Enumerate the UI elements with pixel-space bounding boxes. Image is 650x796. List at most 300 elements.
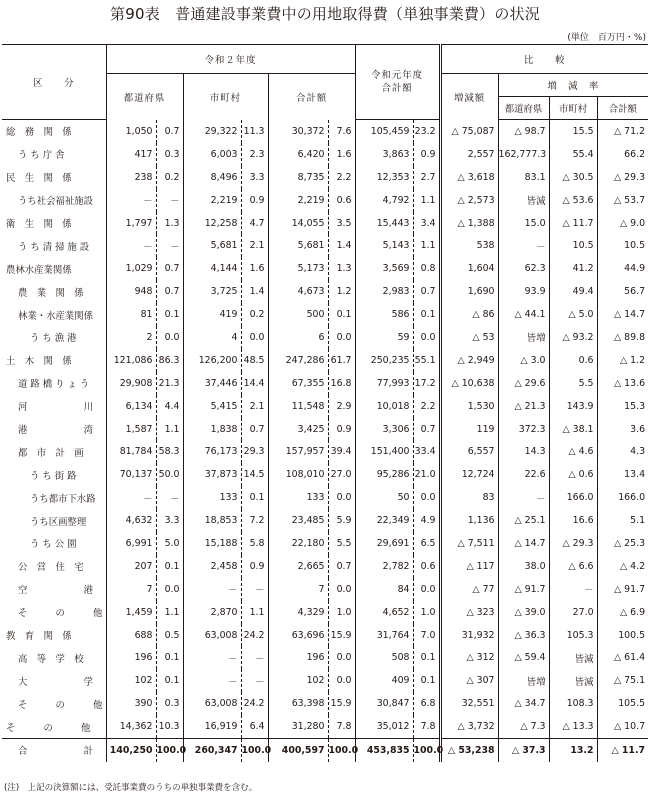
table-row (2, 303, 648, 326)
cell-rp: 33.4 (413, 440, 440, 463)
cell-rpf: 15.0 (498, 212, 549, 235)
header-municipal: 市町村 (183, 74, 268, 120)
unit-label: (単位 百万円・%) (567, 33, 646, 43)
table-title: 第90表 普通建設事業費中の用地取得費（単独事業費）の状況 (110, 5, 540, 23)
header-prefecture: 都道府県 (106, 74, 183, 120)
cell-t: 63,398 (268, 692, 328, 715)
header-total: 合計額 (268, 74, 355, 120)
cell-pp: － (156, 234, 183, 257)
cell-p: 390 (106, 692, 156, 715)
cell-tp: 1.6 (328, 143, 355, 166)
cell-p: 1,587 (106, 418, 156, 441)
header-rate: 増 減 率 (498, 74, 648, 97)
cell-rmu: 166.0 (549, 486, 597, 509)
cell-tp: 100.0 (328, 739, 355, 762)
cell-tp: 0.0 (328, 578, 355, 601)
cell-rpf: 83.1 (498, 166, 549, 189)
cell-p: 14,362 (106, 715, 156, 738)
cell-d: △ 1,388 (440, 212, 498, 235)
cell-rpf: △ 14.7 (498, 532, 549, 555)
table-row (2, 326, 648, 349)
cell-m: 1,838 (183, 418, 241, 441)
cell-t: 7 (268, 578, 328, 601)
table-row (2, 143, 648, 166)
cell-pp: 4.4 (156, 395, 183, 418)
cell-rp: 4.9 (413, 509, 440, 532)
cell-d: 32,551 (440, 692, 498, 715)
cell-tp: 7.8 (328, 715, 355, 738)
cell-m: 37,873 (183, 463, 241, 486)
cell-pp: － (156, 189, 183, 212)
cell-rmu: 13.2 (549, 739, 597, 762)
cell-d: 12,724 (440, 463, 498, 486)
cell-mp: － (241, 669, 268, 692)
cell-r: 250,235 (355, 349, 413, 372)
row-label: うち都市下水路 (30, 493, 96, 505)
row-label: 土 木 関 係 (6, 356, 72, 368)
cell-rto: △ 4.2 (597, 555, 648, 578)
cell-p: 196 (106, 646, 156, 669)
cell-mp: 0.7 (241, 418, 268, 441)
cell-m: 2,870 (183, 601, 241, 624)
cell-rpf: △ 25.1 (498, 509, 549, 532)
table-row (2, 372, 648, 395)
row-label: 都 市 計 画 (18, 447, 84, 459)
cell-rp: 0.8 (413, 257, 440, 280)
cell-r: 5,143 (355, 234, 413, 257)
cell-rmu: △ 29.3 (549, 532, 597, 555)
cell-rto: △ 91.7 (597, 578, 648, 601)
cell-rmu: △ 13.3 (549, 715, 597, 738)
row-label: う ち 街 路 (30, 470, 77, 482)
cell-d: 6,557 (440, 440, 498, 463)
cell-m: 37,446 (183, 372, 241, 395)
cell-tp: 15.9 (328, 624, 355, 647)
cell-rmu: △ 30.5 (549, 166, 597, 189)
cell-rmu: 5.5 (549, 372, 597, 395)
cell-d: 1,690 (440, 280, 498, 303)
row-label: 衛 生 関 係 (6, 219, 72, 230)
cell-tp: 27.0 (328, 463, 355, 486)
cell-rto: △ 25.3 (597, 532, 648, 555)
cell-t: 102 (268, 669, 328, 692)
cell-pp: 5.0 (156, 532, 183, 555)
cell-pp: 0.7 (156, 257, 183, 280)
cell-tp: 2.2 (328, 166, 355, 189)
cell-r: 31,764 (355, 624, 413, 647)
cell-d: 538 (440, 234, 498, 257)
header-prev-year: 令和元年度 合計額 (355, 45, 440, 120)
row-label: そ の 他 (18, 608, 103, 620)
cell-t: 400,597 (268, 739, 328, 762)
cell-rpf: △ 36.3 (498, 624, 549, 647)
cell-m: － (183, 646, 241, 669)
cell-rmu: 49.4 (549, 280, 597, 303)
land-acquisition-table (2, 44, 648, 762)
cell-r: 4,792 (355, 189, 413, 212)
header-category: 区 分 (2, 45, 106, 120)
cell-d: △ 75,087 (440, 120, 498, 143)
cell-mp: 2.1 (241, 395, 268, 418)
cell-mp: 0.1 (241, 486, 268, 509)
cell-rpf: 22.6 (498, 463, 549, 486)
table-row (2, 166, 648, 189)
cell-rto: △ 14.7 (597, 303, 648, 326)
cell-p: 29,908 (106, 372, 156, 395)
cell-mp: 5.8 (241, 532, 268, 555)
cell-rpf: △ 21.3 (498, 395, 549, 418)
table-row (2, 189, 648, 212)
cell-r: 508 (355, 646, 413, 669)
cell-tp: 61.7 (328, 349, 355, 372)
cell-m: 6,003 (183, 143, 241, 166)
cell-rp: 0.7 (413, 418, 440, 441)
cell-tp: 0.0 (328, 486, 355, 509)
cell-rpf: △ 59.4 (498, 646, 549, 669)
header-rate-prefecture: 都道府県 (498, 97, 549, 120)
cell-r: 2,983 (355, 280, 413, 303)
table-row (2, 440, 648, 463)
cell-m: 12,258 (183, 212, 241, 235)
table-row (2, 234, 648, 257)
cell-rmu: △ 38.1 (549, 418, 597, 441)
row-label: 林業・水産業関係 (18, 310, 94, 322)
table-row (2, 601, 648, 624)
cell-r: 3,569 (355, 257, 413, 280)
cell-d: △ 86 (440, 303, 498, 326)
cell-rmu: 41.2 (549, 257, 597, 280)
cell-r: 29,691 (355, 532, 413, 555)
cell-rmu: 108.3 (549, 692, 597, 715)
cell-t: 196 (268, 646, 328, 669)
cell-mp: 0.9 (241, 555, 268, 578)
cell-mp: 2.3 (241, 143, 268, 166)
cell-tp: 15.9 (328, 692, 355, 715)
cell-rp: 0.0 (413, 486, 440, 509)
cell-tp: 16.8 (328, 372, 355, 395)
cell-rp: 23.2 (413, 120, 440, 143)
cell-rp: 1.1 (413, 189, 440, 212)
header-rate-municipal: 市町村 (549, 97, 597, 120)
cell-d: 31,932 (440, 624, 498, 647)
cell-rp: 3.4 (413, 212, 440, 235)
cell-p: 4,632 (106, 509, 156, 532)
cell-pp: 1.1 (156, 418, 183, 441)
cell-d: 83 (440, 486, 498, 509)
cell-r: 3,863 (355, 143, 413, 166)
cell-rp: 100.0 (413, 739, 440, 762)
cell-r: 105,459 (355, 120, 413, 143)
cell-p: 238 (106, 166, 156, 189)
cell-rp: 7.8 (413, 715, 440, 738)
cell-p: 6,991 (106, 532, 156, 555)
cell-mp: 7.2 (241, 509, 268, 532)
cell-mp: 3.3 (241, 166, 268, 189)
cell-rto: △ 75.1 (597, 669, 648, 692)
cell-rto: 166.0 (597, 486, 648, 509)
cell-pp: 0.0 (156, 326, 183, 349)
cell-rpf: 皆増 (498, 669, 549, 692)
cell-pp: 0.3 (156, 143, 183, 166)
cell-rpf: △ 7.3 (498, 715, 549, 738)
cell-m: － (183, 669, 241, 692)
cell-r: 15,443 (355, 212, 413, 235)
cell-m: 2,219 (183, 189, 241, 212)
cell-rp: 0.7 (413, 280, 440, 303)
row-label: う ち 清 掃 施 設 (18, 241, 90, 253)
cell-rp: 0.0 (413, 578, 440, 601)
cell-mp: 1.4 (241, 280, 268, 303)
table-row (2, 555, 648, 578)
row-label: 港 湾 (18, 425, 94, 437)
cell-pp: 0.1 (156, 303, 183, 326)
table-row (2, 257, 648, 280)
row-label: うち区画整理 (30, 516, 87, 528)
cell-r: 2,782 (355, 555, 413, 578)
cell-p: 688 (106, 624, 156, 647)
cell-tp: 5.5 (328, 532, 355, 555)
cell-t: 6 (268, 326, 328, 349)
cell-r: 10,018 (355, 395, 413, 418)
cell-rp: 2.2 (413, 395, 440, 418)
cell-rto: 56.7 (597, 280, 648, 303)
cell-t: 23,485 (268, 509, 328, 532)
header-year: 令和２年度 (106, 45, 355, 74)
cell-pp: 0.2 (156, 166, 183, 189)
cell-d: △ 323 (440, 601, 498, 624)
cell-rmu: 105.3 (549, 624, 597, 647)
cell-t: 6,420 (268, 143, 328, 166)
cell-pp: 1.3 (156, 212, 183, 235)
cell-pp: 58.3 (156, 440, 183, 463)
cell-m: 260,347 (183, 739, 241, 762)
cell-rmu: 16.6 (549, 509, 597, 532)
cell-rto: 105.5 (597, 692, 648, 715)
cell-m: 126,200 (183, 349, 241, 372)
cell-rmu: 143.9 (549, 395, 597, 418)
cell-rpf: △ 98.7 (498, 120, 549, 143)
table-row (2, 578, 648, 601)
cell-rpf: △ 29.6 (498, 372, 549, 395)
cell-rpf: 62.3 (498, 257, 549, 280)
cell-p: 81,784 (106, 440, 156, 463)
cell-p: 70,137 (106, 463, 156, 486)
row-label: 農林水産業関係 (6, 264, 72, 276)
cell-rto: △ 61.4 (597, 646, 648, 669)
cell-rpf: 38.0 (498, 555, 549, 578)
cell-rmu: △ 4.6 (549, 440, 597, 463)
cell-p: 7 (106, 578, 156, 601)
cell-m: 3,725 (183, 280, 241, 303)
cell-tp: 1.0 (328, 601, 355, 624)
cell-d: △ 10,638 (440, 372, 498, 395)
cell-mp: 0.2 (241, 303, 268, 326)
cell-rmu: △ 93.2 (549, 326, 597, 349)
row-label: 教 育 関 係 (6, 631, 72, 643)
table-row (2, 739, 648, 762)
cell-p: － (106, 234, 156, 257)
cell-rto: 66.2 (597, 143, 648, 166)
cell-r: 84 (355, 578, 413, 601)
cell-rp: 0.6 (413, 555, 440, 578)
cell-rto: 3.6 (597, 418, 648, 441)
row-label: うち社会福祉施設 (18, 196, 94, 208)
cell-p: 1,029 (106, 257, 156, 280)
cell-p: 6,134 (106, 395, 156, 418)
cell-m: 18,853 (183, 509, 241, 532)
cell-mp: 6.4 (241, 715, 268, 738)
cell-t: 63,696 (268, 624, 328, 647)
cell-rmu: 27.0 (549, 601, 597, 624)
cell-rmu: 15.5 (549, 120, 597, 143)
cell-d: △ 53,238 (440, 739, 498, 762)
row-label: 河 川 (18, 402, 94, 414)
row-label: 農 業 関 係 (18, 287, 84, 299)
row-label: 大 学 (18, 676, 94, 688)
cell-d: △ 77 (440, 578, 498, 601)
cell-pp: 21.3 (156, 372, 183, 395)
cell-d: △ 117 (440, 555, 498, 578)
cell-pp: 0.1 (156, 555, 183, 578)
cell-pp: 86.3 (156, 349, 183, 372)
cell-mp: 4.7 (241, 212, 268, 235)
cell-tp: 0.6 (328, 189, 355, 212)
table-row (2, 463, 648, 486)
cell-d: 119 (440, 418, 498, 441)
cell-rp: 0.1 (413, 669, 440, 692)
cell-m: 5,681 (183, 234, 241, 257)
cell-t: 11,548 (268, 395, 328, 418)
cell-pp: － (156, 486, 183, 509)
row-label: 高 等 学 校 (18, 653, 84, 665)
cell-r: 95,286 (355, 463, 413, 486)
cell-rpf: 皆増 (498, 326, 549, 349)
cell-rmu: － (549, 578, 597, 601)
cell-rto: △ 11.7 (597, 739, 648, 762)
cell-mp: 0.0 (241, 326, 268, 349)
cell-t: 133 (268, 486, 328, 509)
cell-rp: 55.1 (413, 349, 440, 372)
cell-m: 5,415 (183, 395, 241, 418)
cell-d: △ 3,732 (440, 715, 498, 738)
cell-tp: 0.0 (328, 669, 355, 692)
cell-rmu: 55.4 (549, 143, 597, 166)
cell-d: △ 7,511 (440, 532, 498, 555)
cell-r: 3,306 (355, 418, 413, 441)
cell-r: 4,652 (355, 601, 413, 624)
cell-r: 30,847 (355, 692, 413, 715)
table-row (2, 669, 648, 692)
cell-rto: △ 29.3 (597, 166, 648, 189)
row-label: 公 営 住 宅 (18, 562, 84, 574)
cell-rp: 2.7 (413, 166, 440, 189)
cell-rmu: △ 5.0 (549, 303, 597, 326)
cell-t: 5,681 (268, 234, 328, 257)
table-row (2, 349, 648, 372)
cell-rto: 4.3 (597, 440, 648, 463)
cell-rmu: 皆減 (549, 646, 597, 669)
cell-m: 29,322 (183, 120, 241, 143)
cell-t: 31,280 (268, 715, 328, 738)
cell-tp: 0.0 (328, 646, 355, 669)
cell-p: 417 (106, 143, 156, 166)
table-row (2, 715, 648, 738)
cell-m: 63,008 (183, 692, 241, 715)
cell-mp: 1.6 (241, 257, 268, 280)
cell-rp: 6.8 (413, 692, 440, 715)
cell-t: 157,957 (268, 440, 328, 463)
cell-tp: 1.2 (328, 280, 355, 303)
cell-mp: 29.3 (241, 440, 268, 463)
cell-t: 108,010 (268, 463, 328, 486)
cell-r: 409 (355, 669, 413, 692)
cell-d: 1,136 (440, 509, 498, 532)
cell-t: 500 (268, 303, 328, 326)
cell-rpf: 372.3 (498, 418, 549, 441)
cell-rmu: △ 6.6 (549, 555, 597, 578)
cell-rmu: 10.5 (549, 234, 597, 257)
cell-rpf: － (498, 486, 549, 509)
header-diff: 増減額 (440, 74, 498, 120)
cell-rto: △ 9.0 (597, 212, 648, 235)
cell-d: 1,604 (440, 257, 498, 280)
table-row (2, 692, 648, 715)
cell-r: 586 (355, 303, 413, 326)
cell-t: 4,673 (268, 280, 328, 303)
cell-rmu: 皆減 (549, 669, 597, 692)
row-label: う ち 漁 港 (30, 333, 77, 345)
cell-rpf: △ 34.7 (498, 692, 549, 715)
cell-pp: 100.0 (156, 739, 183, 762)
cell-rto: △ 53.7 (597, 189, 648, 212)
cell-tp: 1.4 (328, 234, 355, 257)
row-label: 民 生 関 係 (6, 173, 72, 185)
table-row (2, 212, 648, 235)
row-label: そ の 他 (6, 722, 91, 734)
cell-tp: 0.7 (328, 555, 355, 578)
cell-rp: 21.0 (413, 463, 440, 486)
cell-pp: 50.0 (156, 463, 183, 486)
cell-p: － (106, 189, 156, 212)
cell-t: 2,665 (268, 555, 328, 578)
cell-t: 247,286 (268, 349, 328, 372)
row-label: 空 港 (18, 585, 94, 597)
cell-rpf: 162,777.3 (498, 143, 549, 166)
cell-mp: － (241, 578, 268, 601)
cell-r: 50 (355, 486, 413, 509)
cell-rp: 17.2 (413, 372, 440, 395)
cell-rpf: 14.3 (498, 440, 549, 463)
cell-p: 121,086 (106, 349, 156, 372)
cell-rto: △ 10.7 (597, 715, 648, 738)
cell-t: 3,425 (268, 418, 328, 441)
cell-d: △ 2,949 (440, 349, 498, 372)
cell-mp: 14.4 (241, 372, 268, 395)
cell-mp: 2.1 (241, 234, 268, 257)
cell-t: 8,735 (268, 166, 328, 189)
row-label: う ち 公 園 (30, 539, 77, 551)
cell-m: － (183, 578, 241, 601)
cell-d: 2,557 (440, 143, 498, 166)
cell-rto: 13.4 (597, 463, 648, 486)
cell-pp: 0.1 (156, 669, 183, 692)
cell-d: 1,530 (440, 395, 498, 418)
cell-mp: 24.2 (241, 692, 268, 715)
cell-m: 8,496 (183, 166, 241, 189)
cell-tp: 3.5 (328, 212, 355, 235)
cell-r: 35,012 (355, 715, 413, 738)
cell-m: 4,144 (183, 257, 241, 280)
